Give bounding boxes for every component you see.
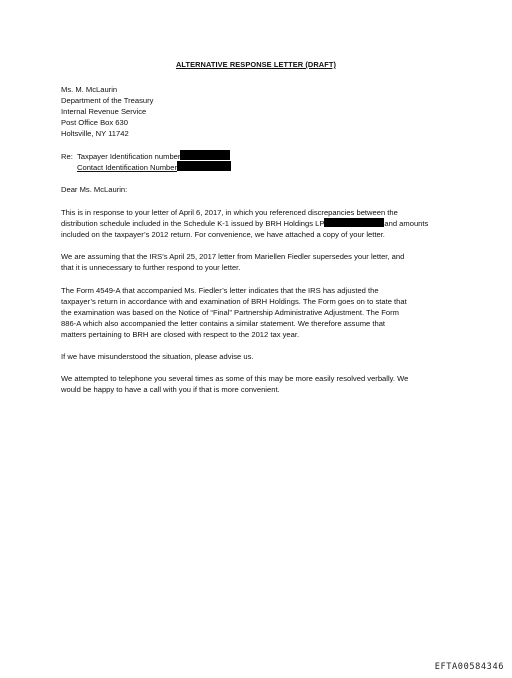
paragraph-line bbox=[61, 218, 456, 229]
address-line-1: Department of the Treasury bbox=[61, 96, 154, 105]
paragraph-line: included on the taxpayer’s 2012 return. For convenience, we have attached a copy of your letter. bbox=[61, 230, 385, 239]
paragraph-line: We attempted to telephone you several times as some of this may be more easily resolved verbally. We bbox=[61, 374, 409, 383]
paragraph-line: This is in response to your letter of April 6, 2017, in which you referenced discrepancies between the bbox=[61, 208, 398, 217]
address-line-2: Internal Revenue Service bbox=[61, 107, 147, 116]
paragraph-line: If we have misunderstood the situation, please advise us. bbox=[61, 352, 254, 361]
paragraph-2 bbox=[61, 251, 456, 273]
paragraph-line: that it is unnecessary to further respond to your letter. bbox=[61, 263, 241, 272]
paragraph-3 bbox=[61, 285, 456, 340]
salutation: Dear Ms. McLaurin: bbox=[61, 185, 128, 194]
address-line-4: Holtsville, NY 11742 bbox=[61, 129, 129, 138]
redaction-box bbox=[177, 161, 231, 171]
paragraph-line: matters pertaining to BRH are closed with respect to the 2012 tax year. bbox=[61, 330, 300, 339]
text-segment: and amounts bbox=[384, 219, 429, 228]
reference-line-1 bbox=[61, 150, 456, 161]
reference-line-2 bbox=[61, 161, 456, 172]
paragraph-line: taxpayer’s return in accordance with and examination of BRH Holdings. The Form goes on to state that bbox=[61, 297, 407, 306]
recipient-name: Ms. M. McLaurin bbox=[61, 85, 118, 94]
taxpayer-id-label: Taxpayer Identification number bbox=[77, 152, 181, 161]
paragraph-line: We are assuming that the IRS’s April 25, 2017 letter from Mariellen Fiedler supersedes your letter, and bbox=[61, 252, 405, 261]
reference-label: Re: bbox=[61, 152, 73, 161]
document-id-stamp: EFTA00584346 bbox=[434, 662, 504, 672]
paragraph-line: the examination was based on the Notice of “Final” Partnership Administrative Adjustment. The Form bbox=[61, 308, 399, 317]
paragraph-line: 886-A which also accompanied the letter contains a similar statement. We therefore assume that bbox=[61, 319, 386, 328]
redaction-box bbox=[324, 218, 384, 227]
paragraph-1 bbox=[61, 207, 456, 240]
redaction-box bbox=[180, 150, 230, 160]
reference-block bbox=[61, 150, 456, 172]
paragraph-4 bbox=[61, 351, 456, 362]
letter-title: ALTERNATIVE RESPONSE LETTER (DRAFT) bbox=[175, 60, 337, 69]
text-segment: distribution schedule included in the Schedule K-1 issued by BRH Holdings LP bbox=[61, 219, 325, 228]
recipient-address bbox=[61, 84, 456, 139]
contact-id-label: Contact Identification Number bbox=[77, 163, 178, 172]
paragraph-line: The Form 4549-A that accompanied Ms. Fiedler’s letter indicates that the IRS has adjusted the bbox=[61, 286, 379, 295]
paragraph-line: would be happy to have a call with you if that is more convenient. bbox=[61, 385, 280, 394]
paragraph-5 bbox=[61, 373, 456, 395]
address-line-3: Post Office Box 630 bbox=[61, 118, 128, 127]
